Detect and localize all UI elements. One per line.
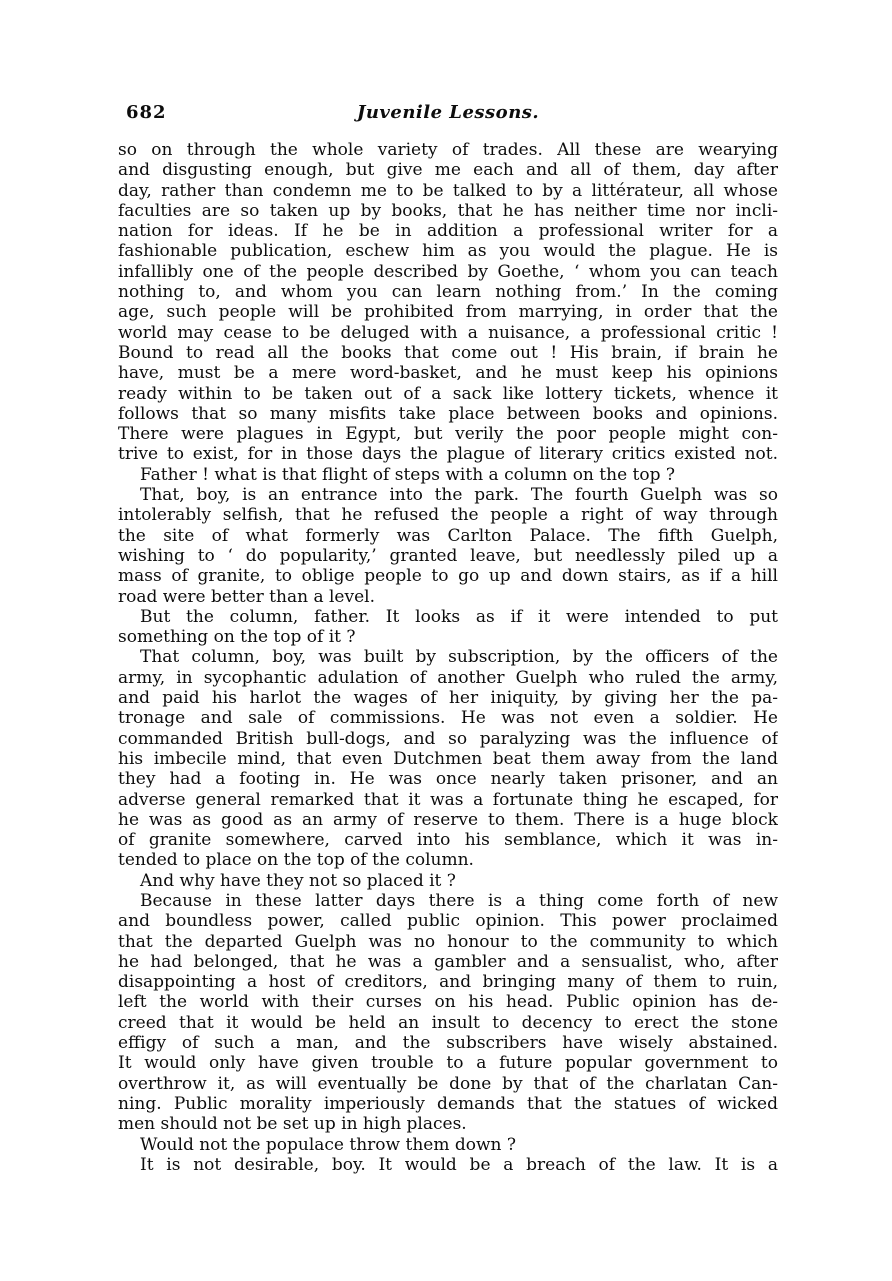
page-body bbox=[118, 140, 778, 1175]
text-line: left the world with their curses on his head. Public opinion has de- bbox=[118, 992, 778, 1013]
text-line: and paid his harlot the wages of her iniquity, by giving her the pa- bbox=[118, 688, 778, 709]
text-line: disappointing a host of creditors, and bringing many of them to ruin, bbox=[118, 972, 778, 993]
text-line: age, such people will be prohibited from marrying, in order that the bbox=[118, 302, 778, 323]
text-line: trive to exist, for in those days the plague of literary critics existed not. bbox=[118, 444, 778, 465]
page-header bbox=[118, 102, 778, 127]
paragraph bbox=[118, 647, 778, 870]
text-line: commanded British bull-dogs, and so paralyzing was the influence of bbox=[118, 728, 778, 749]
running-title: Juvenile Lessons. bbox=[356, 102, 540, 123]
text-line: ready within to be taken out of a sack like lottery tickets, whence it bbox=[118, 383, 778, 404]
text-line: and disgusting enough, but give me each and all of them, day after bbox=[118, 160, 778, 181]
text-line: of granite somewhere, carved into his semblance, which it was in- bbox=[118, 830, 778, 851]
text-line: road were better than a level. bbox=[118, 586, 375, 607]
text-line: Father ! what is that flight of steps with a column on the top ? bbox=[140, 464, 675, 485]
text-line: But the column, father. It looks as if it were intended to put bbox=[140, 606, 778, 627]
text-line: tended to place on the top of the column. bbox=[118, 850, 474, 871]
paragraph bbox=[118, 1155, 778, 1175]
paragraph bbox=[118, 891, 778, 1135]
text-line: tronage and sale of commissions. He was not even a soldier. He bbox=[118, 708, 778, 729]
text-line: they had a footing in. He was once nearly taken prisoner, and an bbox=[118, 769, 778, 790]
text-line: overthrow it, as will eventually be done by that of the charlatan Can- bbox=[118, 1073, 778, 1094]
text-line: That, boy, is an entrance into the park. The fourth Guelph was so bbox=[140, 485, 778, 506]
text-line: his imbecile mind, that even Dutchmen beat them away from the land bbox=[118, 748, 778, 769]
text-line: something on the top of it ? bbox=[118, 627, 356, 648]
paragraph bbox=[118, 1135, 778, 1155]
text-line: he was as good as an army of reserve to them. There is a huge block bbox=[118, 809, 778, 830]
text-line: adverse general remarked that it was a fortunate thing he escaped, for bbox=[118, 789, 778, 810]
text-line: so on through the whole variety of trades. All these are wearying bbox=[118, 140, 778, 160]
text-line: It would only have given trouble to a future popular government to bbox=[118, 1053, 778, 1074]
text-line: he had belonged, that he was a gambler and a sensualist, who, after bbox=[118, 951, 778, 972]
text-line: faculties are so taken up by books, that he has neither time nor incli- bbox=[118, 200, 778, 221]
text-line: world may cease to be deluged with a nuisance, a professional critic ! bbox=[118, 322, 778, 343]
text-block bbox=[118, 102, 778, 1175]
text-line: intolerably selfish, that he refused the people a right of way through bbox=[118, 505, 778, 526]
text-line: nation for ideas. If he be in addition a professional writer for a bbox=[118, 221, 778, 242]
text-line: Would not the populace throw them down ? bbox=[140, 1134, 516, 1155]
text-line: effigy of such a man, and the subscribers have wisely abstained. bbox=[118, 1033, 778, 1054]
text-line: have, must be a mere word-basket, and he must keep his opinions bbox=[118, 363, 778, 384]
text-line: Because in these latter days there is a thing come forth of new bbox=[140, 890, 778, 911]
text-line: army, in sycophantic adulation of another Guelph who ruled the army, bbox=[118, 667, 778, 688]
text-line: men should not be set up in high places. bbox=[118, 1114, 467, 1135]
text-line: the site of what formerly was Carlton Palace. The fifth Guelph, bbox=[118, 525, 778, 546]
text-line: infallibly one of the people described by Goethe, ‘ whom you can teach bbox=[118, 261, 778, 282]
text-line: and boundless power, called public opinion. This power proclaimed bbox=[118, 911, 778, 932]
text-line: It is not desirable, boy. It would be a breach of the law. It is a bbox=[140, 1154, 778, 1175]
text-line: creed that it would be held an insult to decency to erect the stone bbox=[118, 1012, 778, 1033]
text-line: day, rather than condemn me to be talked to by a littérateur, all whose bbox=[118, 180, 778, 201]
page-number: 682 bbox=[126, 102, 167, 123]
text-line: nothing to, and whom you can learn nothing from.’ In the coming bbox=[118, 282, 778, 303]
text-line: fashionable publication, eschew him as you would the plague. He is bbox=[118, 241, 778, 262]
text-line: follows that so many misfits take place between books and opinions. bbox=[118, 403, 778, 424]
text-line: And why have they not so placed it ? bbox=[140, 870, 456, 891]
paragraph bbox=[118, 485, 778, 607]
text-line: wishing to ‘ do popularity,’ granted leave, but needlessly piled up a bbox=[118, 545, 778, 566]
text-line: ning. Public morality imperiously demands that the statues of wicked bbox=[118, 1093, 778, 1114]
text-line: There were plagues in Egypt, but verily the poor people might con- bbox=[118, 424, 778, 445]
text-line: Bound to read all the books that come out ! His brain, if brain he bbox=[118, 342, 778, 363]
paragraph bbox=[118, 871, 778, 891]
text-line: mass of granite, to oblige people to go up and down stairs, as if a hill bbox=[118, 566, 778, 587]
paragraph bbox=[118, 140, 778, 465]
paragraph bbox=[118, 607, 778, 648]
text-line: That column, boy, was built by subscription, by the officers of the bbox=[140, 647, 778, 668]
text-line: that the departed Guelph was no honour to the community to which bbox=[118, 931, 778, 952]
paragraph bbox=[118, 465, 778, 485]
